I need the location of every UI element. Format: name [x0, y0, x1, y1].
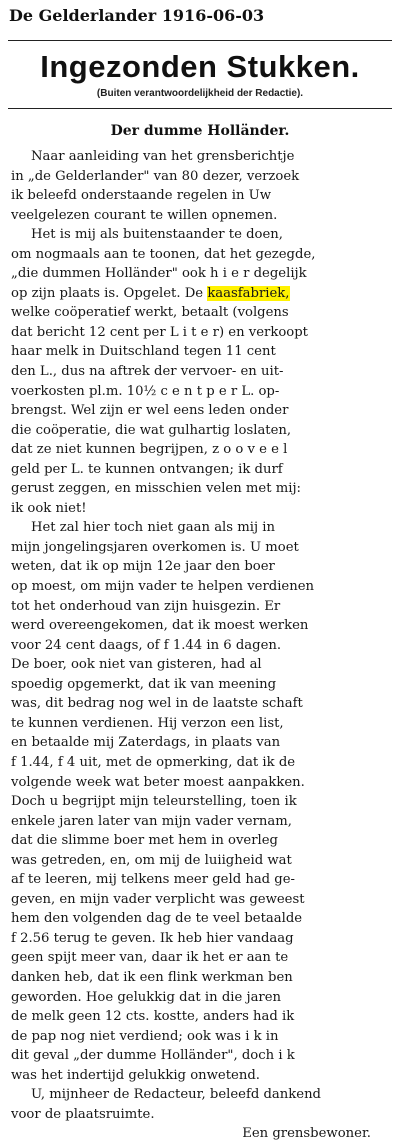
line-text: op zijn plaats is. Opgelet. De — [11, 285, 208, 301]
article-line: haar melk in Duitschland tegen 11 cent — [11, 344, 276, 360]
article-line: spoedig opgemerkt, dat ik van meening — [11, 676, 277, 692]
article-line: Het is mij als buitenstaander te doen, — [31, 227, 283, 243]
article-line: welke coöperatief werkt, betaalt (volgens — [11, 305, 289, 321]
article-line: Doch u begrijpt mijn teleurstelling, toen ik — [11, 794, 297, 810]
article-body — [11, 147, 391, 1144]
article-line: voerkosten pl.m. 10½ c e n t p e r L. op- — [11, 383, 280, 399]
article-line: weten, dat ik op mijn 12e jaar den boer — [11, 559, 275, 575]
article-line: Het zal hier toch niet gaan als mij in — [31, 520, 275, 536]
article-line: ik beleefd onderstaande regelen in Uw — [11, 188, 272, 204]
article-line: in „de Gelderlander" van 80 dezer, verzoek — [11, 168, 300, 184]
article-line: de melk geen 12 cts. kostte, anders had ik — [11, 1009, 295, 1025]
article-headline: Der dumme Holländer. — [110, 123, 290, 139]
article-line: geld per L. te kunnen ontvangen; ik durf — [11, 461, 283, 477]
article-line: voor de plaatsruimte. — [11, 1106, 155, 1122]
article-line: om nogmaals aan te toonen, dat het gezegde, — [11, 246, 316, 262]
article-line: „die dummen Holländer" ook h i e r degelijk — [11, 266, 307, 282]
editorial-disclaimer: (Buiten verantwoordelijkheid der Redactie). — [96, 88, 304, 99]
article-line: en betaalde mij Zaterdags, in plaats van — [11, 735, 281, 751]
section-rule — [8, 108, 392, 109]
article-line: U, mijnheer de Redacteur, beleefd dankend — [31, 1087, 322, 1103]
top-rule — [8, 40, 392, 41]
article-line: f 2.56 terug te geven. Ik heb hier vandaag — [11, 930, 294, 946]
article-signature: Een grensbewoner. — [242, 1126, 371, 1142]
article-line: hem den volgenden dag de te veel betaalde — [11, 911, 303, 927]
article-line: geven, en mijn vader verplicht was geweest — [11, 891, 305, 907]
article-line: veelgelezen courant te willen opnemen. — [11, 207, 278, 223]
article-line: dat bericht 12 cent per L i t e r) en verkoopt — [11, 324, 308, 340]
article-line: de pap nog niet verdiend; ook was i k in — [11, 1028, 279, 1044]
article-line: geen spijt meer van, daar ik het er aan te — [11, 950, 289, 966]
source-date-line: De Gelderlander 1916-06-03 — [9, 6, 265, 25]
article-line: was, dit bedrag nog wel in de laatste schaft — [11, 696, 303, 712]
article-line: dat ze niet kunnen begrijpen, z o o v e e l — [11, 442, 288, 458]
article-line: dit geval „der dumme Holländer", doch i k — [11, 1048, 295, 1064]
article-line: volgende week wat beter moest aanpakken. — [11, 774, 305, 790]
article-line: voor 24 cent daags, of f 1.44 in 6 dagen. — [11, 637, 282, 653]
article-line: was getreden, en, om mij de luiigheid wat — [11, 852, 292, 868]
article-line: werd overeengekomen, dat ik moest werken — [11, 618, 309, 634]
article-line: af te leeren, mij telkens meer geld had ge- — [11, 872, 296, 888]
article-line: te kunnen verdienen. Hij verzon een list, — [11, 715, 284, 731]
article-line: gerust zeggen, en misschien velen met mij: — [11, 481, 301, 497]
article-line: brengst. Wel zijn er wel eens leden onder — [11, 403, 289, 419]
article-line: ik ook niet! — [11, 500, 87, 516]
article-line: die coöperatie, die wat gulhartig loslaten, — [11, 422, 292, 438]
article-line: De boer, ook niet van gisteren, had al — [11, 657, 262, 673]
article-line: enkele jaren later van mijn vader vernam, — [11, 813, 292, 829]
article-line: tot het onderhoud van zijn huisgezin. Er — [11, 598, 281, 614]
article-line: danken heb, dat ik een flink werkman ben — [11, 969, 293, 985]
article-line: dat die slimme boer met hem in overleg — [11, 833, 279, 849]
column-title: Ingezonden Stukken. — [40, 49, 360, 84]
article-line: mijn jongelingsjaren overkomen is. U moet — [11, 539, 299, 555]
highlighted-word: kaasfabriek, — [207, 285, 290, 301]
article-line: Naar aanleiding van het grensberichtje — [31, 149, 295, 164]
article-line: geworden. Hoe gelukkig dat in die jaren — [11, 989, 282, 1005]
article-line: den L., dus na aftrek der vervoer- en uit- — [11, 364, 284, 380]
article-line: f 1.44, f 4 uit, met de opmerking, dat ik de — [11, 754, 296, 770]
article-line: was het indertijd gelukkig onwetend. — [11, 1067, 260, 1083]
article-line: op moest, om mijn vader te helpen verdienen — [11, 579, 315, 595]
article-line — [11, 284, 391, 304]
